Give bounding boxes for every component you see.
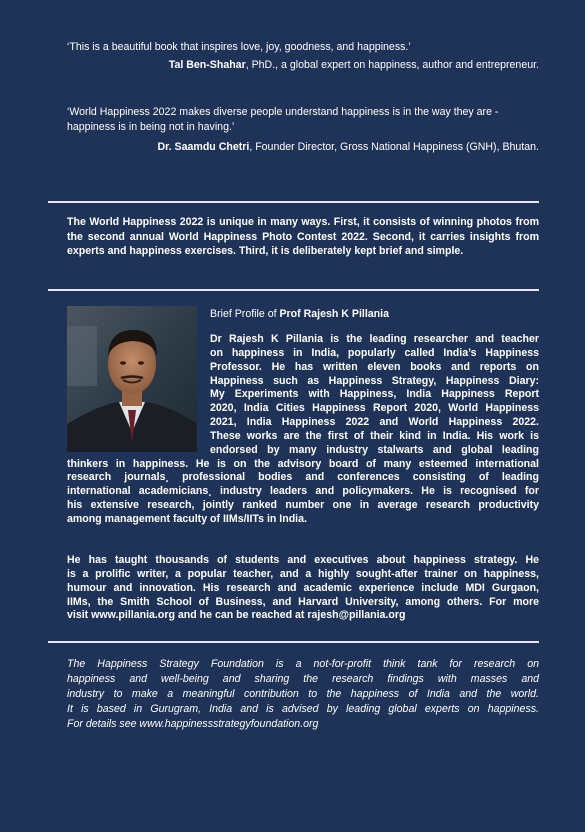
profile-heading-prefix: Brief Profile of (210, 308, 280, 320)
quote-attribution (67, 58, 539, 73)
bio-line: thinkers in happiness. He is on the advisory board of many esteemed international (67, 457, 539, 470)
teaching-line: He has taught thousands of students and executives about happiness strategy. He (67, 554, 539, 566)
bio-line: These works are the first of their kind in India. His work is (210, 429, 539, 442)
bio-line: 2020, India Cities Happiness Report 2020, World Happiness (210, 402, 539, 415)
footer-line: happiness and well-being and sharing the research findings with masses and (67, 673, 539, 685)
teaching-line: humour and innovation. His research and academic experience include MDI Gurgaon, (67, 581, 539, 594)
bio-line: research journals¸ professional bodies and conferences consisting of leading (67, 471, 539, 484)
contact-line (67, 609, 539, 623)
bio-line: Dr Rajesh K Pillania is the leading researcher and teacher (210, 333, 539, 345)
quote-attribution (67, 140, 539, 155)
profile-heading (210, 307, 389, 321)
quote-author: Tal Ben-Shahar (168, 59, 246, 71)
teaching-line: IIMs, the Smith School of Business, and Harvard University, among others. For more (67, 595, 539, 608)
footer-line: The Happiness Strategy Foundation is a not-for-profit think tank for research on (67, 658, 539, 670)
contact-mid: and he can be reached at (174, 609, 308, 622)
footer-line: industry to make a meaningful contribution to the happiness of India and the world. (67, 688, 539, 700)
bio-line: Professor. He has written eleven books and reports on (210, 360, 539, 373)
bio-line: on happiness in India, popularly called India’s Happiness (210, 346, 539, 359)
quote-author-description: , Founder Director, Gross National Happiness (GNH), Bhutan. (249, 141, 539, 153)
email-link[interactable]: rajesh@pillania.org (307, 609, 406, 622)
profile-name: Prof Rajesh K Pillania (279, 308, 389, 320)
bio-line: My Experiments with Happiness, India Happiness Report (210, 388, 539, 401)
teaching-line: is a prolific writer, a popular teacher, and a highly sought-after trainer on happiness, (67, 567, 539, 580)
divider (48, 641, 539, 643)
quote-text: ‘This is a beautiful book that inspires love, joy, goodness, and happiness.’ (67, 41, 411, 53)
contact-prefix: visit (67, 609, 92, 622)
quote-text: ‘World Happiness 2022 makes diverse people understand happiness is in the way they are - happiness is in being not in having.’ (67, 106, 499, 133)
footer-line: It is based in Gurugram, India and is advised by leading global experts on happiness. (67, 703, 539, 715)
divider (48, 289, 539, 291)
foundation-footer (67, 657, 539, 732)
bio-line: 2021, India Happiness 2022 and World Happiness 2022. (210, 416, 539, 429)
intro-paragraph: The World Happiness 2022 is unique in many ways. First, it consists of winning photos from the second annual World Happiness Photo Contest 2022. Second, it carries insights from experts and happiness exercises. Third, it is deliberately kept brief and simple. (67, 216, 539, 258)
bio-line: international academicians¸ industry leaders and policymakers. He is recognised for (67, 485, 539, 498)
quote-2 (67, 105, 539, 155)
bio-line: Happiness such as Happiness Strategy, Happiness Diary: (210, 374, 539, 387)
quote-author-description: , PhD., a global expert on happiness, author and entrepreneur. (245, 59, 539, 71)
quote-1 (67, 40, 539, 73)
quote-author: Dr. Saamdu Chetri (157, 141, 250, 153)
bio-line: among management faculty of IIMs/IITs in India. (67, 512, 307, 525)
bio-paragraph (67, 333, 539, 527)
divider (48, 201, 539, 203)
website-link[interactable]: www.pillania.org (91, 609, 175, 622)
teaching-paragraph (67, 554, 539, 623)
bio-line: endorsed by many industry stalwarts and global leading (210, 443, 539, 456)
footer-line: For details see www.happinessstrategyfoundation.org (67, 718, 319, 730)
bio-line: his extensive research, jointly ranked number one in average research productivity (67, 499, 539, 512)
